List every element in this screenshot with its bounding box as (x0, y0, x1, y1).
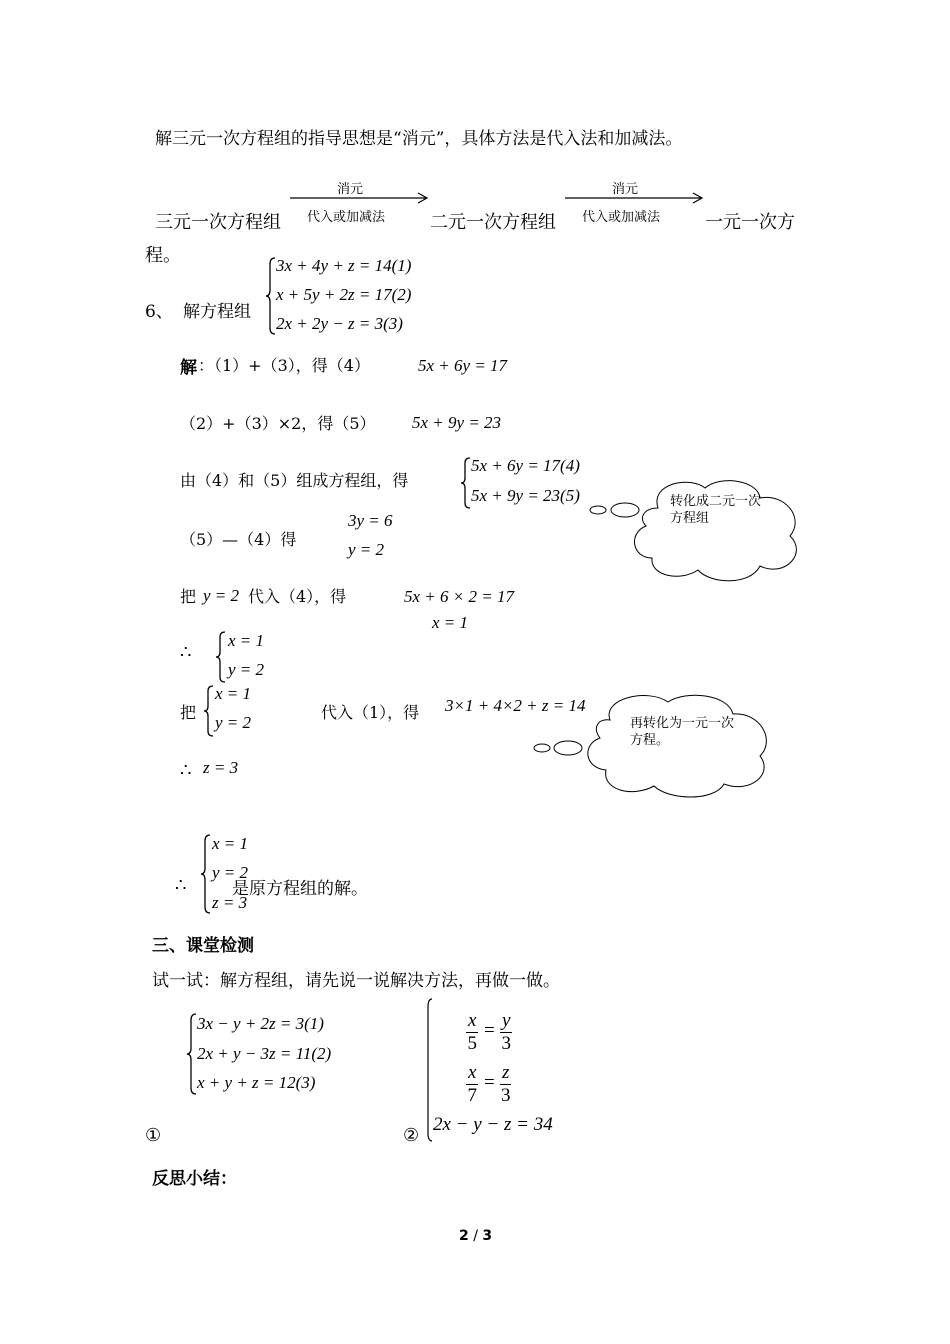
exercise1-eq-3: x + y + z = 12(3) (197, 1073, 316, 1092)
z-result: z = 3 (203, 758, 239, 777)
ex2-frac2-num1: x (468, 1062, 477, 1083)
line7-brace-icon (203, 684, 215, 738)
line3-eq-1: 5x + 6y = 17(4) (471, 456, 580, 475)
solution-line2-eq: 5x + 9y = 23 (412, 413, 502, 432)
arrow2-bottom-label: 代入或加减法 (582, 210, 661, 225)
line5-eq-2: x = 1 (432, 613, 469, 632)
line4-eq-1: 3y = 6 (348, 511, 393, 530)
line7-eq-x: x = 1 (215, 684, 252, 703)
ex2-frac2-left (466, 1062, 478, 1107)
page-current: 2 (459, 1228, 469, 1244)
ex2-frac1-num2: y (502, 1010, 511, 1031)
solution-line1-eq: 5x + 6y = 17 (418, 356, 508, 375)
line4-eq-2: y = 2 (348, 540, 385, 559)
sys-xy-brace-icon (215, 630, 227, 684)
final-brace-icon (200, 833, 212, 915)
ex2-frac1-num1: x (468, 1010, 477, 1031)
cloud-1-text: 转化成二元一次方程组 (670, 494, 762, 526)
page-total: 3 (482, 1228, 493, 1244)
line7-eq-y: y = 2 (215, 713, 252, 732)
page-sep: / (468, 1228, 483, 1244)
therefore-2: ∴ (180, 760, 192, 781)
arrow1-bottom-label: 代入或加减法 (307, 210, 386, 225)
solution-label: 解 (180, 358, 197, 378)
arrow1-top-label: 消元 (337, 182, 364, 197)
reflection-heading: 反思小结： (152, 1169, 237, 1189)
ex2-frac1-den2: 3 (501, 1033, 511, 1054)
line7-eq: 3×1 + 4×2 + z = 14 (445, 696, 586, 715)
section3-prompt: 试一试：解方程组，请先说一说解决方法，再做一做。 (152, 971, 560, 991)
problem-eq-3: 2x + 2y − z = 3(3) (276, 314, 403, 333)
solution-line3-text: 由（4）和（5）组成方程组，得 (180, 471, 409, 490)
solution-line1-text: ：（1）+（3），得（4） (198, 356, 370, 375)
flow-two: 二元一次方程组 (430, 212, 556, 233)
line5-eq-1: 5x + 6 × 2 = 17 (404, 587, 514, 606)
problem-eq-2: x + 5y + 2z = 17(2) (276, 285, 412, 304)
arrow1-icon (288, 192, 433, 204)
line7-post: 代入（1），得 (321, 703, 420, 722)
sys-xy-eq-1: x = 1 (228, 631, 265, 650)
therefore-3: ∴ (175, 875, 187, 896)
solution-line2-text: （2）+（3）×2，得（5） (180, 414, 376, 433)
arrow2-top-label: 消元 (612, 182, 639, 197)
final-eq-1: x = 1 (212, 834, 249, 853)
final-eq-3: z = 3 (212, 893, 248, 912)
exercise1-eq-1: 3x − y + 2z = 3(1) (197, 1014, 324, 1033)
flow-three: 三元一次方程组 (155, 212, 281, 233)
page-number (459, 1228, 492, 1244)
ex2-frac2-num2: z (502, 1062, 510, 1083)
line5-mid: y = 2 (203, 586, 240, 605)
section3-heading: 三、课堂检测 (152, 936, 254, 956)
ex2-frac1-den1: 5 (467, 1033, 477, 1054)
ex2-frac2-eq: = (484, 1072, 495, 1093)
therefore-1: ∴ (180, 642, 192, 663)
exercise2-mark: ② (403, 1125, 420, 1146)
line5-post: 代入（4），得 (248, 587, 347, 606)
line3-eq-2: 5x + 9y = 23(5) (471, 486, 580, 505)
problem-eq-1: 3x + 4y + z = 14(1) (276, 256, 412, 275)
exercise1-mark: ① (145, 1125, 162, 1146)
flow-one-cont: 程。 (145, 245, 181, 266)
solution-line4-text: （5）—（4）得 (180, 530, 297, 549)
ex2-frac1-right (500, 1010, 512, 1055)
intro-text: 解三元一次方程组的指导思想是“消元”，具体方法是代入法和加减法。 (155, 129, 683, 149)
ex2-frac1-left (466, 1010, 478, 1055)
arrow2-icon (563, 192, 708, 204)
sys-xy-eq-2: y = 2 (228, 660, 265, 679)
flow-one: 一元一次方 (705, 212, 795, 233)
problem-label: 解方程组 (183, 302, 251, 322)
final-eq-2: y = 2 (212, 863, 249, 882)
problem-number: 6、 (145, 302, 173, 322)
line7-pre: 把 (180, 703, 197, 722)
cloud-2-text: 再转化为一元一次方程。 (630, 716, 735, 748)
ex2-frac2-right (500, 1062, 511, 1107)
final-text: 是原方程组的解。 (232, 879, 368, 899)
ex2-eq3: 2x − y − z = 34 (433, 1114, 553, 1135)
exercise1-eq-2: 2x + y − 3z = 11(2) (197, 1044, 332, 1063)
line5-pre: 把 (180, 587, 197, 606)
ex2-frac1-eq: = (484, 1020, 495, 1041)
ex2-frac2-den2: 3 (500, 1085, 511, 1106)
ex2-frac2-den1: 7 (467, 1085, 477, 1106)
